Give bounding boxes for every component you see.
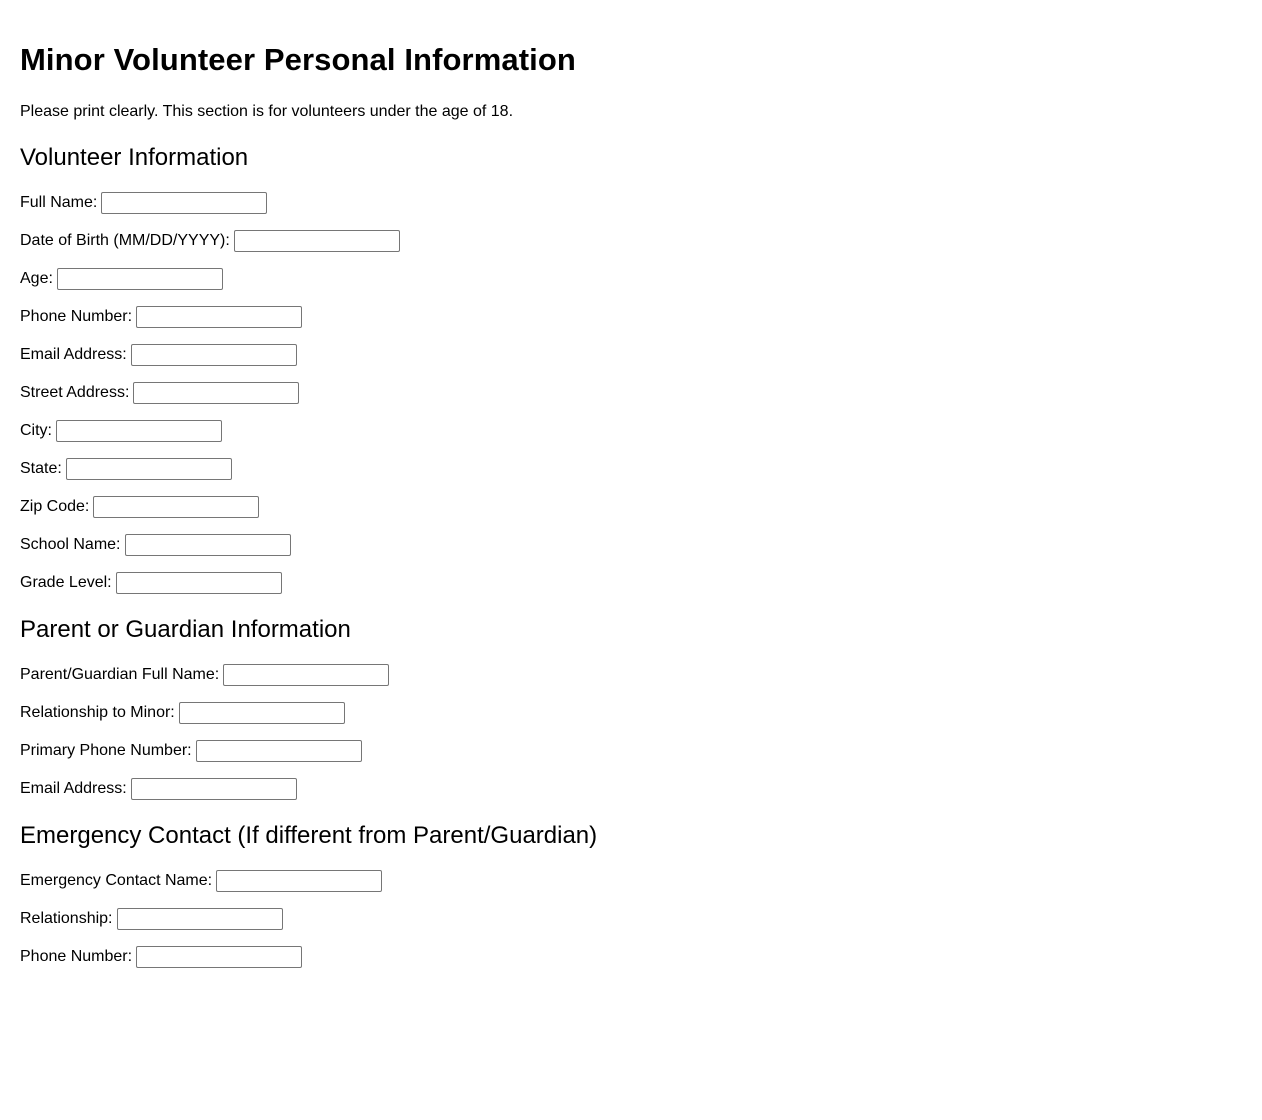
primary-phone-number-label: Primary Phone Number: [20, 742, 192, 759]
field-row-emergency-relationship [20, 908, 1242, 930]
emergency-phone-number-label: Phone Number: [20, 948, 133, 965]
city-label: City: [20, 422, 52, 439]
phone-number-input[interactable] [136, 306, 302, 328]
field-row-age [20, 268, 1242, 290]
email-address-input[interactable] [131, 344, 297, 366]
field-row-phone-number [20, 306, 1242, 328]
phone-number-label: Phone Number: [20, 308, 133, 325]
school-name-label: School Name: [20, 536, 121, 553]
field-row-school-name [20, 534, 1242, 556]
state-label: State: [20, 460, 62, 477]
full-name-input[interactable] [101, 192, 267, 214]
field-row-street-address [20, 382, 1242, 404]
page-title: Minor Volunteer Personal Information [20, 42, 576, 77]
field-row-emergency-contact-name [20, 870, 1242, 892]
parent-guardian-full-name-label: Parent/Guardian Full Name: [20, 666, 220, 683]
age-input[interactable] [57, 268, 223, 290]
emergency-contact-name-input[interactable] [216, 870, 382, 892]
section-title-emergency-contact: Emergency Contact (If different from Parent/Guardian) [20, 822, 598, 849]
field-row-full-name [20, 192, 1242, 214]
relationship-to-minor-input[interactable] [179, 702, 345, 724]
date-of-birth-input[interactable] [234, 230, 400, 252]
field-row-grade-level [20, 572, 1242, 594]
emergency-phone-number-input[interactable] [136, 946, 302, 968]
field-row-relationship-to-minor [20, 702, 1242, 724]
emergency-relationship-label: Relationship: [20, 910, 113, 927]
parent-guardian-full-name-input[interactable] [223, 664, 389, 686]
email-address-label: Email Address: [20, 346, 127, 363]
parent-guardian-fields [20, 664, 1242, 800]
field-row-zip-code [20, 496, 1242, 518]
field-row-emergency-phone-number [20, 946, 1242, 968]
grade-level-label: Grade Level: [20, 574, 112, 591]
school-name-input[interactable] [125, 534, 291, 556]
field-row-email-address [20, 344, 1242, 366]
relationship-to-minor-label: Relationship to Minor: [20, 704, 175, 721]
age-label: Age: [20, 270, 53, 287]
intro-text: Please print clearly. This section is for volunteers under the age of 18. [20, 103, 514, 120]
field-row-primary-phone-number [20, 740, 1242, 762]
field-row-state [20, 458, 1242, 480]
state-input[interactable] [66, 458, 232, 480]
emergency-contact-name-label: Emergency Contact Name: [20, 872, 213, 889]
zip-code-label: Zip Code: [20, 498, 90, 515]
guardian-email-address-label: Email Address: [20, 780, 127, 797]
field-row-parent-guardian-full-name [20, 664, 1242, 686]
date-of-birth-label: Date of Birth (MM/DD/YYYY): [20, 232, 230, 249]
guardian-email-address-input[interactable] [131, 778, 297, 800]
emergency-contact-fields [20, 870, 1242, 968]
full-name-label: Full Name: [20, 194, 98, 211]
city-input[interactable] [56, 420, 222, 442]
emergency-relationship-input[interactable] [117, 908, 283, 930]
grade-level-input[interactable] [116, 572, 282, 594]
field-row-date-of-birth [20, 230, 1242, 252]
field-row-city [20, 420, 1242, 442]
section-title-parent-guardian-information: Parent or Guardian Information [20, 616, 351, 643]
section-title-volunteer-information: Volunteer Information [20, 144, 249, 171]
volunteer-information-fields [20, 192, 1242, 594]
field-row-guardian-email-address [20, 778, 1242, 800]
street-address-input[interactable] [133, 382, 299, 404]
zip-code-input[interactable] [93, 496, 259, 518]
primary-phone-number-input[interactable] [196, 740, 362, 762]
street-address-label: Street Address: [20, 384, 130, 401]
